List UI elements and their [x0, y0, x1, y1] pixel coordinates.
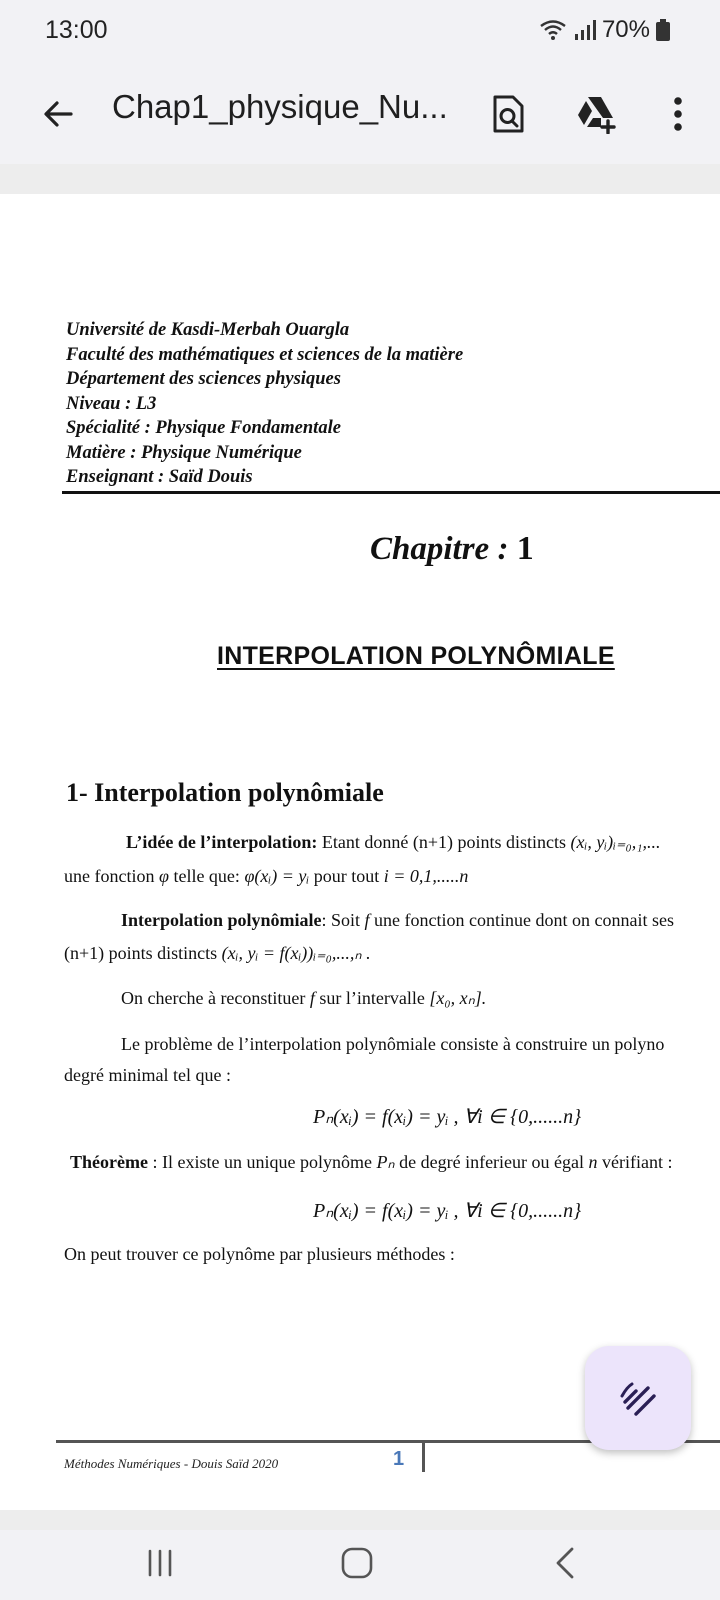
paragraph-text: une fonction	[64, 866, 159, 886]
signal-icon	[574, 19, 596, 41]
equation-1: Pₙ(xᵢ) = f(xᵢ) = yᵢ , ∀i ∈ {0,......n}	[313, 1106, 582, 1128]
chapter-heading	[370, 530, 534, 568]
more-vert-icon	[673, 96, 683, 132]
equation-2: Pₙ(xᵢ) = f(xᵢ) = yᵢ , ∀i ∈ {0,......n}	[313, 1200, 582, 1222]
paragraph-text: points distincts	[452, 832, 571, 852]
chapter-label: Chapitre :	[370, 531, 517, 567]
header-line: Département des sciences physiques	[66, 369, 341, 389]
paragraph-1-line-1	[126, 832, 661, 853]
battery-icon	[656, 19, 670, 41]
find-in-document-icon	[491, 94, 525, 134]
paragraph-2-line-1	[121, 910, 674, 931]
header-line: Matière : Physique Numérique	[66, 442, 302, 463]
document-title: Chap1_physique_Nu...	[112, 88, 448, 125]
status-bar	[0, 0, 720, 62]
paragraph-4-line-2: degré minimal tel que :	[64, 1065, 231, 1085]
status-time: 13:00	[45, 16, 108, 44]
arrow-left-icon	[41, 97, 75, 131]
add-to-drive-icon	[574, 94, 618, 134]
math-expression: n	[588, 1152, 598, 1172]
paragraph-text: vérifiant :	[597, 1152, 673, 1172]
paragraph-text: Etant donné	[317, 832, 413, 852]
app-bar	[0, 62, 720, 164]
find-in-document-button[interactable]	[478, 84, 538, 144]
math-expression: (n+1)	[412, 832, 453, 852]
add-to-drive-button[interactable]	[566, 84, 626, 144]
paragraph-text: une fonction continue dont on connait ses	[369, 910, 674, 930]
footer-page-number: 1	[393, 1448, 405, 1470]
section-heading: 1- Interpolation polynômiale	[66, 778, 384, 807]
chapter-number: 1	[516, 530, 534, 567]
math-expression: (n+1)	[64, 943, 105, 963]
paragraph-text: On cherche à reconstituer	[121, 988, 310, 1008]
paragraph-3	[121, 988, 486, 1009]
math-expression: f	[364, 910, 370, 930]
header-line: Niveau : L3	[66, 393, 157, 414]
status-indicators	[538, 16, 670, 44]
battery-percent: 70%	[601, 16, 650, 43]
paragraph-4-line-1: Le problème de l’interpolation polynômiale consiste à construire un polyno	[121, 1034, 665, 1054]
header-line: Enseignant : Saïd Douis	[66, 467, 253, 487]
math-expression: f	[309, 988, 315, 1008]
theorem	[70, 1152, 673, 1173]
more-options-button[interactable]	[648, 84, 708, 144]
header-divider	[62, 491, 720, 494]
math-expression: φ	[158, 866, 169, 886]
footer-text: Méthodes Numériques - Douis Saïd 2020	[64, 1456, 279, 1471]
paragraph-text: : Soit	[321, 910, 365, 930]
paragraph-text: pour tout	[309, 866, 384, 886]
chevron-left-icon	[553, 1546, 577, 1580]
document-header	[66, 318, 463, 490]
home-button[interactable]	[322, 1538, 392, 1588]
edit-fab-button[interactable]	[585, 1346, 691, 1450]
main-title: INTERPOLATION POLYNÔMIALE	[217, 642, 615, 670]
system-nav-bar	[0, 1530, 720, 1600]
header-line: Faculté des mathématiques et sciences de la matière	[66, 344, 464, 365]
paragraph-2-label: Interpolation polynômiale	[121, 910, 322, 930]
pdf-viewer[interactable]	[0, 164, 720, 1510]
math-expression: (xᵢ, yᵢ = f(xᵢ))ᵢ₌₀,...,ₙ .	[221, 943, 371, 963]
footer-divider-vertical	[422, 1442, 425, 1472]
math-expression: [x₀, xₙ].	[429, 988, 487, 1008]
paragraph-text: points distincts	[104, 943, 222, 963]
nav-back-button[interactable]	[530, 1538, 600, 1588]
wifi-icon	[538, 18, 568, 42]
theorem-label: Théorème	[70, 1152, 148, 1172]
home-icon	[340, 1546, 374, 1580]
paragraph-text: : Il existe un unique polynôme	[147, 1152, 377, 1172]
edit-pen-icon	[618, 1378, 658, 1418]
paragraph-1-line-2	[64, 866, 468, 887]
math-expression: φ(xᵢ) = yᵢ	[244, 866, 310, 886]
paragraph-text: de degré inferieur ou égal	[394, 1152, 589, 1172]
recent-apps-icon	[145, 1548, 175, 1578]
pdf-page	[0, 194, 720, 1510]
paragraph-1-label: L’idée de l’interpolation:	[126, 832, 318, 852]
paragraph-2-line-2	[64, 943, 371, 964]
math-expression: i = 0,1,.....n	[383, 866, 469, 886]
paragraph-text: telle que:	[168, 866, 245, 886]
header-line: Université de Kasdi-Merbah Ouargla	[66, 320, 350, 340]
math-expression: (xᵢ, yᵢ)ᵢ₌₀,₁,...	[570, 832, 661, 852]
paragraph-text: sur l’intervalle	[314, 988, 430, 1008]
header-line: Spécialité : Physique Fondamentale	[66, 418, 341, 438]
paragraph-5: On peut trouver ce polynôme par plusieurs méthodes :	[64, 1244, 455, 1264]
recent-apps-button[interactable]	[125, 1538, 195, 1588]
math-expression: Pₙ	[376, 1152, 395, 1172]
back-button[interactable]	[28, 84, 88, 144]
